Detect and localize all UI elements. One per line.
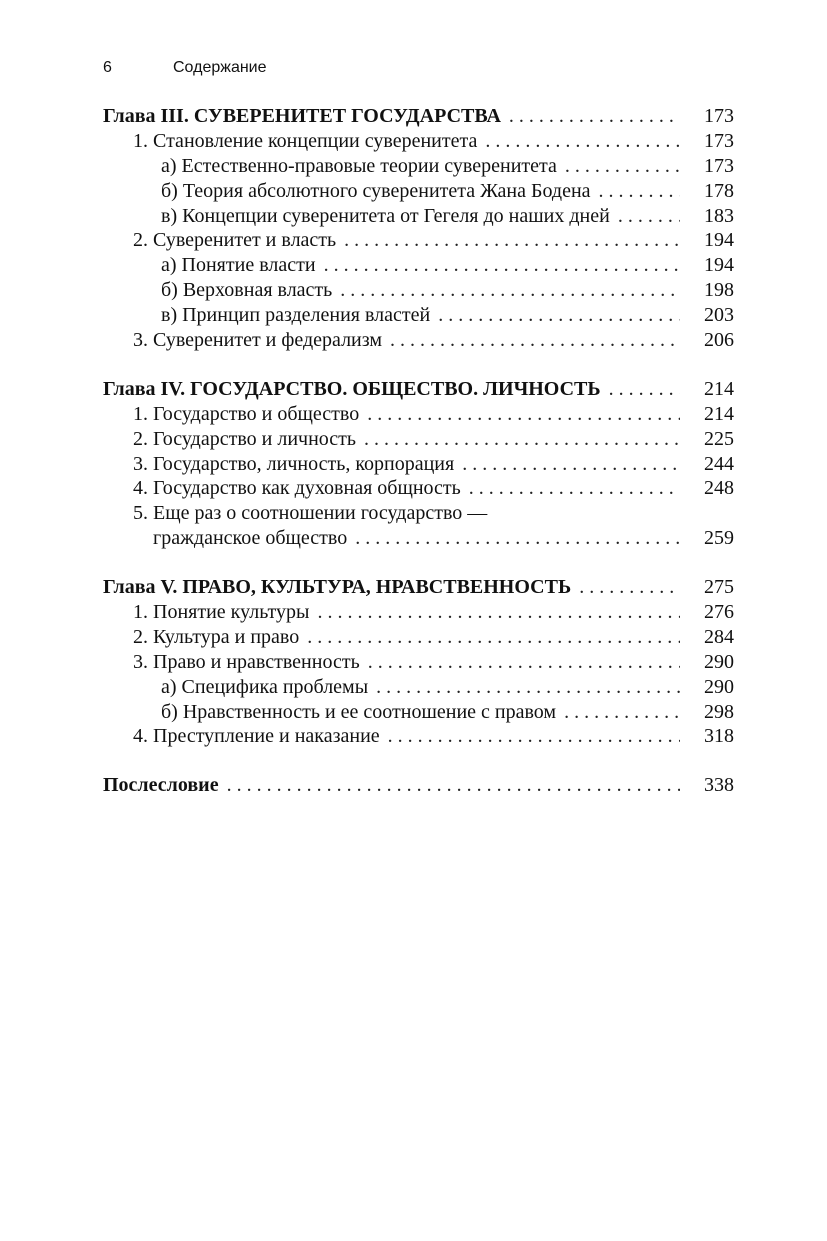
toc-page-number: 276 <box>704 601 734 624</box>
table-of-contents <box>103 104 734 822</box>
dot-leader <box>307 625 680 650</box>
toc-page-number: 214 <box>704 402 734 425</box>
toc-subentry[interactable] <box>103 154 734 179</box>
dot-leader <box>227 773 680 798</box>
dot-leader <box>438 303 680 328</box>
toc-entry-title: 1. Государство и общество <box>133 402 360 425</box>
toc-entry-title: Глава IV. ГОСУДАРСТВО. ОБЩЕСТВО. ЛИЧНОСТЬ <box>103 377 601 400</box>
page-number: 6 <box>103 59 112 76</box>
toc-entry[interactable] <box>103 625 734 650</box>
dot-leader <box>368 650 680 675</box>
toc-page-number: 259 <box>704 527 734 550</box>
toc-page-number: 183 <box>704 204 734 227</box>
toc-entry[interactable] <box>103 427 734 452</box>
dot-leader <box>324 253 680 278</box>
toc-page-number: 198 <box>704 279 734 302</box>
toc-page-number: 194 <box>704 229 734 252</box>
chapter-4 <box>103 377 734 551</box>
dot-leader <box>469 476 680 501</box>
chapter-3 <box>103 104 734 353</box>
toc-page-number: 206 <box>704 329 734 352</box>
toc-entry-title: Глава III. СУВЕРЕНИТЕТ ГОСУДАРСТВА <box>103 105 501 127</box>
toc-entry-title: 5. Еще раз о соотношении государство — <box>133 502 488 525</box>
dot-leader <box>462 452 680 477</box>
toc-page-number: 225 <box>704 427 734 450</box>
toc-entry-title: а) Естественно-правовые теории суверенитета <box>161 154 557 177</box>
toc-page-number: 290 <box>704 650 734 673</box>
toc-entry-title: б) Теория абсолютного суверенитета Жана Бодена <box>161 179 591 202</box>
toc-page-number: 203 <box>704 304 734 327</box>
toc-entry-title: 2. Государство и личность <box>133 427 357 450</box>
dot-leader <box>509 104 680 129</box>
toc-page-number: 338 <box>704 774 734 797</box>
toc-subentry[interactable] <box>103 303 734 328</box>
toc-page-number: 284 <box>704 625 734 648</box>
toc-subentry[interactable] <box>103 700 734 725</box>
toc-entry[interactable] <box>103 328 734 353</box>
toc-subentry[interactable] <box>103 675 734 700</box>
toc-entry-title: а) Понятие власти <box>161 254 316 277</box>
toc-subentry[interactable] <box>103 278 734 303</box>
dot-leader <box>390 328 680 353</box>
toc-entry-title: Послесловие <box>103 774 219 797</box>
toc-entry-title: 4. Государство как духовная общность <box>133 477 461 500</box>
toc-page-number: 178 <box>704 179 734 202</box>
afterword <box>103 773 734 798</box>
running-head: Содержание <box>173 59 267 76</box>
dot-leader <box>367 402 680 427</box>
toc-chapter-heading[interactable] <box>103 773 734 798</box>
toc-entry-title: б) Верховная власть <box>161 279 333 302</box>
toc-page-number: 244 <box>704 452 734 475</box>
toc-page-number: 173 <box>704 129 734 152</box>
toc-entry-title: 1. Понятие культуры <box>133 601 310 624</box>
dot-leader <box>388 724 680 749</box>
toc-entry-title: 1. Становление концепции суверенитета <box>133 129 478 152</box>
toc-entry-title: гражданское общество <box>153 527 348 550</box>
toc-page-number: 275 <box>704 576 734 599</box>
toc-page-number: 214 <box>704 377 734 400</box>
chapter-5 <box>103 575 734 749</box>
toc-entry-title: 3. Суверенитет и федерализм <box>133 329 383 352</box>
dot-leader <box>579 575 680 600</box>
dot-leader <box>564 700 680 725</box>
toc-page-number: 290 <box>704 675 734 698</box>
toc-page-number: 248 <box>704 477 734 500</box>
toc-entry[interactable] <box>103 452 734 477</box>
dot-leader <box>485 129 680 154</box>
toc-entry[interactable] <box>103 228 734 253</box>
toc-entry-title: 3. Право и нравственность <box>133 650 360 673</box>
toc-entry[interactable] <box>103 476 734 501</box>
toc-page-number: 173 <box>704 105 734 127</box>
toc-page-number: 318 <box>704 725 734 748</box>
toc-entry[interactable] <box>103 402 734 427</box>
toc-chapter-heading[interactable] <box>103 104 734 129</box>
toc-entry-title: а) Специфика проблемы <box>161 675 369 698</box>
dot-leader <box>599 179 680 204</box>
toc-chapter-heading[interactable] <box>103 575 734 600</box>
dot-leader <box>376 675 680 700</box>
dot-leader <box>355 526 680 551</box>
toc-subentry[interactable] <box>103 179 734 204</box>
dot-leader <box>364 427 680 452</box>
toc-entry-title: Глава V. ПРАВО, КУЛЬТУРА, НРАВСТВЕННОСТЬ <box>103 576 572 599</box>
toc-entry[interactable] <box>103 129 734 154</box>
toc-page-number: 298 <box>704 700 734 723</box>
dot-leader <box>565 154 680 179</box>
toc-entry-title: в) Концепции суверенитета от Гегеля до наших дней <box>161 204 610 227</box>
toc-subentry[interactable] <box>103 204 734 229</box>
toc-page-number: 194 <box>704 254 734 277</box>
toc-entry[interactable] <box>103 650 734 675</box>
dot-leader <box>317 600 680 625</box>
toc-entry-continuation[interactable] <box>103 526 734 551</box>
dot-leader <box>618 204 680 229</box>
dot-leader <box>340 278 680 303</box>
dot-leader <box>344 228 680 253</box>
toc-subentry[interactable] <box>103 253 734 278</box>
toc-chapter-heading[interactable] <box>103 377 734 402</box>
toc-entry-title: 2. Суверенитет и власть <box>133 229 337 252</box>
toc-entry-title: б) Нравственность и ее соотношение с правом <box>161 700 557 723</box>
toc-entry[interactable] <box>103 600 734 625</box>
toc-entry[interactable] <box>103 501 734 526</box>
toc-entry-title: 2. Культура и право <box>133 625 300 648</box>
dot-leader <box>609 377 680 402</box>
toc-page-number: 173 <box>704 154 734 177</box>
toc-entry-title: в) Принцип разделения властей <box>161 304 431 327</box>
toc-entry[interactable] <box>103 724 734 749</box>
toc-entry-title: 4. Преступление и наказание <box>133 725 380 748</box>
toc-entry-title: 3. Государство, личность, корпорация <box>133 452 455 475</box>
